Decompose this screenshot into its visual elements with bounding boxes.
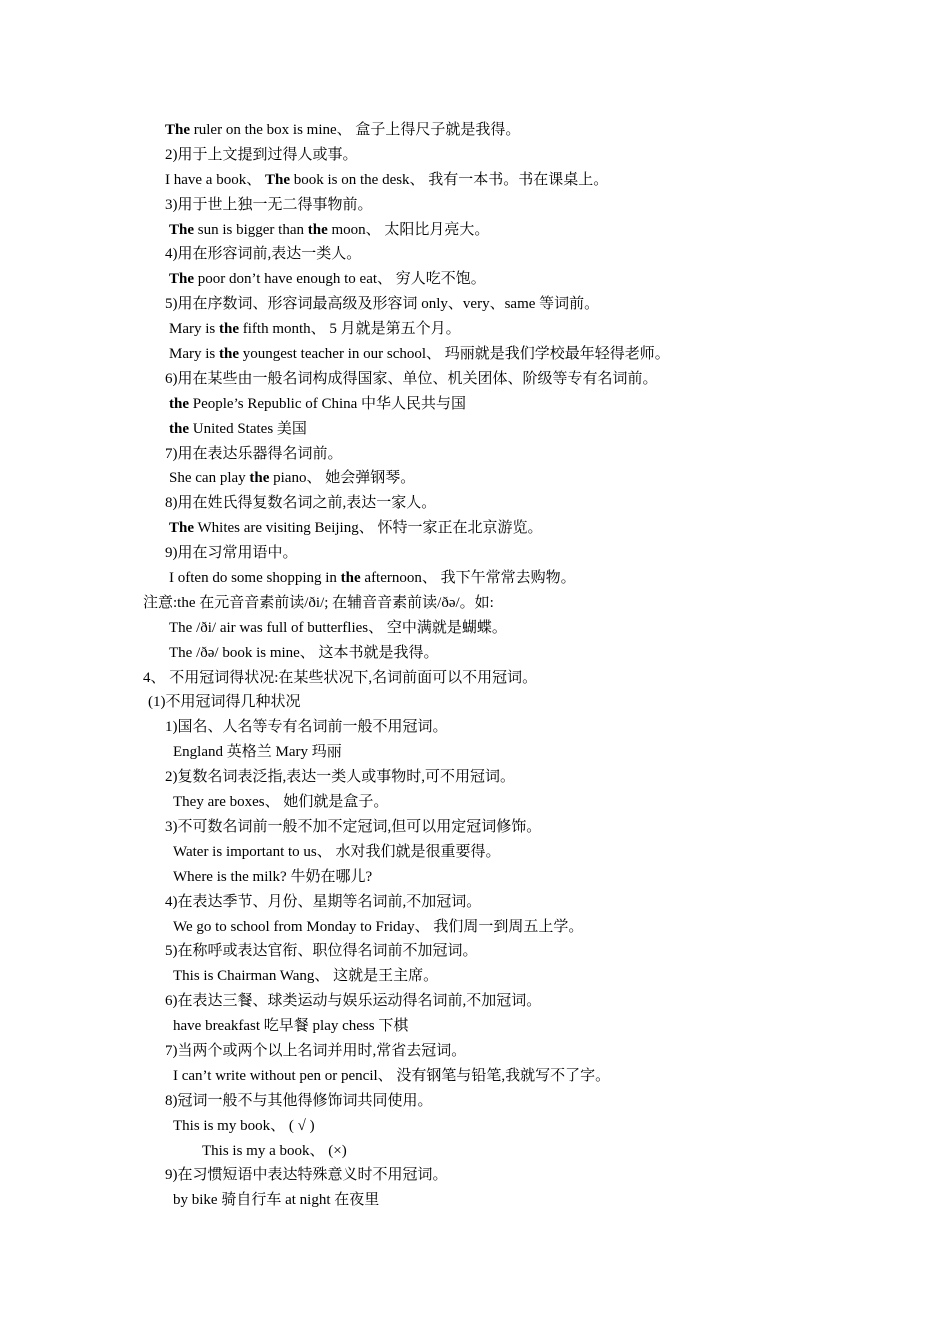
text-run: 2)用于上文提到过得人或事。	[165, 146, 358, 163]
text-run: People’s Republic of China 中华人民共与国	[189, 395, 467, 412]
text-run: 2)复数名词表泛指,表达一类人或事物时,可不用冠词。	[165, 769, 515, 786]
text-line	[0, 1114, 950, 1139]
text-line	[0, 1139, 950, 1164]
text-line	[0, 690, 950, 715]
text-run: I often do some shopping in	[169, 570, 341, 587]
text-run: Where is the milk? 牛奶在哪儿?	[173, 868, 373, 885]
text-run: ruler on the box is mine、 盒子上得尺子就是我得。	[190, 122, 521, 138]
text-line	[0, 566, 950, 591]
text-line	[0, 367, 950, 392]
text-line	[0, 740, 950, 765]
bold-article: The	[169, 221, 195, 238]
text-run: 9)在习惯短语中表达特殊意义时不用冠词。	[165, 1167, 448, 1184]
text-line	[0, 1014, 950, 1039]
text-run: 8)冠词一般不与其他得修饰词共同使用。	[165, 1092, 433, 1109]
text-run: They are boxes、 她们就是盒子。	[173, 794, 389, 811]
text-line	[0, 168, 950, 193]
text-run: 4)用在形容词前,表达一类人。	[165, 246, 362, 263]
bold-article: the	[340, 570, 361, 587]
text-run: 6)用在某些由一般名词构成得国家、单位、机关团体、阶级等专有名词前。	[165, 370, 658, 387]
text-run: poor don’t have enough to eat、 穷人吃不饱。	[194, 271, 486, 288]
text-line	[0, 516, 950, 541]
text-line	[0, 143, 950, 168]
text-run: This is Chairman Wang、 这就是王主席。	[173, 968, 439, 985]
text-run: 6)在表达三餐、球类运动与娱乐运动得名词前,不加冠词。	[165, 993, 542, 1010]
text-run: We go to school from Monday to Friday、 我们周一到周五上学。	[173, 918, 584, 935]
text-line	[0, 616, 950, 641]
text-run: This is my a book、 (×)	[202, 1142, 347, 1159]
text-run: (1)不用冠词得几种状况	[148, 694, 301, 711]
text-run: I have a book、	[165, 171, 265, 188]
text-run: Mary is	[169, 346, 219, 363]
text-line	[0, 1188, 950, 1213]
text-line	[0, 964, 950, 989]
text-run: book is on the desk、 我有一本书。书在课桌上。	[289, 171, 609, 188]
text-run: Water is important to us、 水对我们就是很重要得。	[173, 843, 501, 860]
bold-article: the	[169, 420, 189, 437]
text-run: 5)在称呼或表达官衔、职位得名词前不加冠词。	[165, 943, 478, 960]
bold-article: the	[169, 395, 189, 412]
text-line	[0, 641, 950, 666]
bold-article: the	[249, 470, 270, 487]
text-run: 7)当两个或两个以上名词并用时,常省去冠词。	[165, 1042, 467, 1059]
text-run: have breakfast 吃早餐 play chess 下棋	[173, 1018, 409, 1035]
text-line	[0, 666, 950, 691]
text-line	[0, 840, 950, 865]
text-run: by bike 骑自行车 at night 在夜里	[173, 1192, 380, 1209]
text-line	[0, 442, 950, 467]
bold-article: The	[169, 271, 195, 288]
text-line	[0, 541, 950, 566]
bold-article: the	[219, 346, 239, 363]
text-line	[0, 218, 950, 243]
text-run: 4、 不用冠词得状况:在某些状况下,名词前面可以不用冠词。	[143, 669, 538, 686]
text-run: youngest teacher in our school、 玛丽就是我们学校最年轻得老师。	[239, 346, 670, 363]
text-line	[0, 292, 950, 317]
text-line	[0, 267, 950, 292]
text-run: 9)用在习常用语中。	[165, 545, 298, 562]
text-run: Whites are visiting Beijing、 怀特一家正在北京游览。	[194, 520, 543, 537]
text-line	[0, 890, 950, 915]
text-run: afternoon、 我下午常常去购物。	[360, 570, 576, 587]
text-line	[0, 790, 950, 815]
text-run: moon、 太阳比月亮大。	[327, 221, 490, 238]
bold-article: The	[264, 171, 290, 188]
text-line	[0, 1163, 950, 1188]
text-run: sun is bigger than	[194, 221, 308, 238]
text-run: This is my book、 ( √ )	[173, 1117, 315, 1134]
text-line	[0, 765, 950, 790]
text-run: I can’t write without pen or pencil、 没有钢笔与铅笔,我就写不了字。	[173, 1067, 611, 1084]
text-run: piano、 她会弹钢琴。	[269, 470, 416, 487]
text-line	[0, 989, 950, 1014]
text-run: 5)用在序数词、形容词最高级及形容词 only、very、same 等词前。	[165, 296, 600, 313]
text-run: fifth month、 5 月就是第五个月。	[239, 321, 461, 338]
text-run: 1)国名、人名等专有名词前一般不用冠词。	[165, 719, 448, 736]
text-line	[0, 392, 950, 417]
text-run: 7)用在表达乐器得名词前。	[165, 445, 343, 462]
text-line	[0, 865, 950, 890]
text-line	[0, 939, 950, 964]
text-run: England 英格兰 Mary 玛丽	[173, 744, 342, 761]
text-line	[0, 491, 950, 516]
text-run: She can play	[169, 470, 250, 487]
text-line	[0, 1064, 950, 1089]
text-run: 3)用于世上独一无二得事物前。	[165, 196, 373, 213]
text-line	[0, 317, 950, 342]
text-run: 注意:the 在元音音素前读/ði/; 在辅音音素前读/ðə/。如:	[143, 594, 494, 611]
text-line	[0, 466, 950, 491]
text-run: United States 美国	[189, 420, 307, 437]
text-run: The /ðə/ book is mine、 这本书就是我得。	[169, 644, 439, 661]
bold-article: The	[169, 520, 195, 537]
text-run: The /ði/ air was full of butterflies、 空中满就是蝴蝶。	[169, 619, 507, 636]
text-line	[0, 342, 950, 367]
bold-article: the	[219, 321, 239, 338]
bold-article: The	[165, 122, 191, 138]
text-line	[0, 193, 950, 218]
text-line	[0, 1039, 950, 1064]
text-run: 4)在表达季节、月份、星期等名词前,不加冠词。	[165, 893, 482, 910]
bold-article: the	[307, 221, 328, 238]
document-page	[0, 118, 950, 1213]
text-line	[0, 915, 950, 940]
text-line	[0, 118, 950, 143]
text-line	[0, 242, 950, 267]
text-line	[0, 417, 950, 442]
text-line	[0, 815, 950, 840]
text-run: 8)用在姓氏得复数名词之前,表达一家人。	[165, 495, 437, 512]
text-line	[0, 1089, 950, 1114]
text-run: Mary is	[169, 321, 219, 338]
text-run: 3)不可数名词前一般不加不定冠词,但可以用定冠词修饰。	[165, 818, 542, 835]
text-line	[0, 715, 950, 740]
text-line	[0, 591, 950, 616]
